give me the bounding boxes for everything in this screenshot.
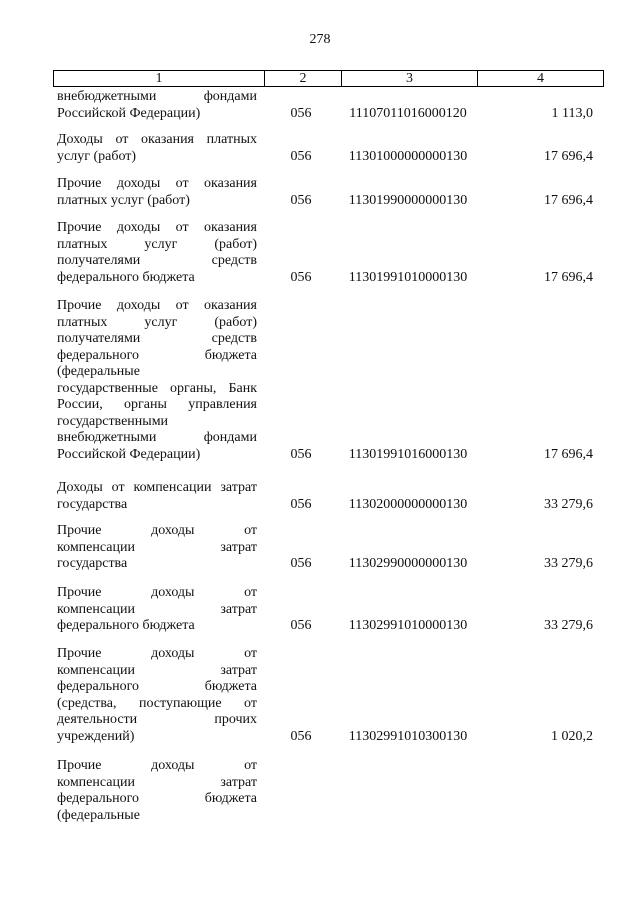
description-line: компенсации затрат xyxy=(57,662,257,678)
description-line: получателями средств xyxy=(57,253,257,268)
amount: 17 696,4 xyxy=(544,148,593,164)
page-number: 278 xyxy=(309,32,331,47)
row-description xyxy=(57,132,257,165)
amount: 17 696,4 xyxy=(544,446,593,462)
budget-code: 11301990000000130 xyxy=(348,192,468,208)
header-col-1: 1 xyxy=(54,71,265,86)
budget-code: 11107011016000120 xyxy=(349,105,467,121)
budget-code: 11301991016000130 xyxy=(348,446,468,462)
description-line: России, органы управления xyxy=(57,397,257,412)
row-description xyxy=(57,646,257,745)
row-description xyxy=(57,523,257,573)
row-description xyxy=(57,176,257,209)
description-line: Российской Федерации) xyxy=(57,446,201,462)
admin-code: 056 xyxy=(290,496,312,512)
budget-code: 11302000000000130 xyxy=(348,496,468,512)
budget-code: 11302991010300130 xyxy=(348,728,468,744)
admin-code: 056 xyxy=(290,105,312,121)
row-description xyxy=(57,585,257,635)
description-line: Прочие доходы от xyxy=(57,758,257,773)
header-col-3: 3 xyxy=(342,71,478,86)
description-line: федерального бюджета xyxy=(57,269,195,285)
description-line: платных услуг (работ) xyxy=(57,192,190,208)
description-line: государства xyxy=(57,496,128,512)
description-line: (федеральные xyxy=(57,364,140,379)
amount: 33 279,6 xyxy=(544,496,593,512)
description-line: (федеральные xyxy=(57,807,140,823)
admin-code: 056 xyxy=(290,148,312,164)
description-line: Доходы от компенсации затрат xyxy=(57,480,257,495)
budget-code: 11302990000000130 xyxy=(348,556,468,571)
description-line: государственные органы, Банк xyxy=(57,380,257,396)
amount: 17 696,4 xyxy=(544,192,593,208)
description-line: (средства, поступающие от xyxy=(57,695,257,711)
description-line: федерального бюджета xyxy=(57,679,257,694)
header-col-2: 2 xyxy=(265,71,342,86)
amount: 1 020,2 xyxy=(551,728,593,744)
description-line: учреждений) xyxy=(57,728,135,744)
admin-code: 056 xyxy=(290,728,312,744)
description-line: Прочие доходы от xyxy=(57,585,257,600)
header-col-4: 4 xyxy=(537,71,544,86)
amount: 17 696,4 xyxy=(544,269,593,285)
admin-code: 056 xyxy=(290,618,312,633)
description-line: внебюджетными фондами xyxy=(57,430,257,445)
row-description xyxy=(57,480,257,513)
admin-code: 056 xyxy=(290,556,312,571)
row-description xyxy=(57,220,257,286)
row-description xyxy=(57,298,257,463)
admin-code: 056 xyxy=(290,269,312,285)
description-line: Доходы от оказания платных xyxy=(57,132,257,147)
description-line: государства xyxy=(57,556,128,571)
budget-code: 11301000000000130 xyxy=(348,148,468,164)
budget-code: 11301991010000130 xyxy=(348,269,468,285)
description-line: Российской Федерации) xyxy=(57,105,201,121)
table-header xyxy=(53,70,604,87)
row-description xyxy=(57,758,257,824)
description-line: государственными xyxy=(57,413,169,429)
admin-code: 056 xyxy=(290,446,312,462)
description-line: компенсации затрат xyxy=(57,601,257,617)
description-line: платных услуг (работ) xyxy=(57,314,257,330)
budget-code: 11302991010000130 xyxy=(348,618,468,633)
row-description xyxy=(57,89,257,122)
description-line: получателями средств xyxy=(57,331,257,346)
admin-code: 056 xyxy=(290,192,312,208)
description-line: Прочие доходы от xyxy=(57,646,257,661)
amount: 33 279,6 xyxy=(544,556,593,571)
description-line: федерального бюджета xyxy=(57,347,257,363)
description-line: Прочие доходы от оказания xyxy=(57,176,257,191)
description-line: федерального бюджета xyxy=(57,791,257,806)
description-line: платных услуг (работ) xyxy=(57,236,257,252)
description-line: компенсации затрат xyxy=(57,539,257,555)
description-line: Прочие доходы от оказания xyxy=(57,220,257,235)
amount: 1 113,0 xyxy=(551,105,593,121)
description-line: услуг (работ) xyxy=(57,148,137,164)
description-line: внебюджетными фондами xyxy=(57,89,257,104)
description-line: деятельности прочих xyxy=(57,712,257,727)
description-line: федерального бюджета xyxy=(57,618,195,633)
amount: 33 279,6 xyxy=(544,618,593,633)
description-line: Прочие доходы от оказания xyxy=(57,298,257,313)
description-line: компенсации затрат xyxy=(57,774,257,790)
description-line: Прочие доходы от xyxy=(57,523,257,538)
